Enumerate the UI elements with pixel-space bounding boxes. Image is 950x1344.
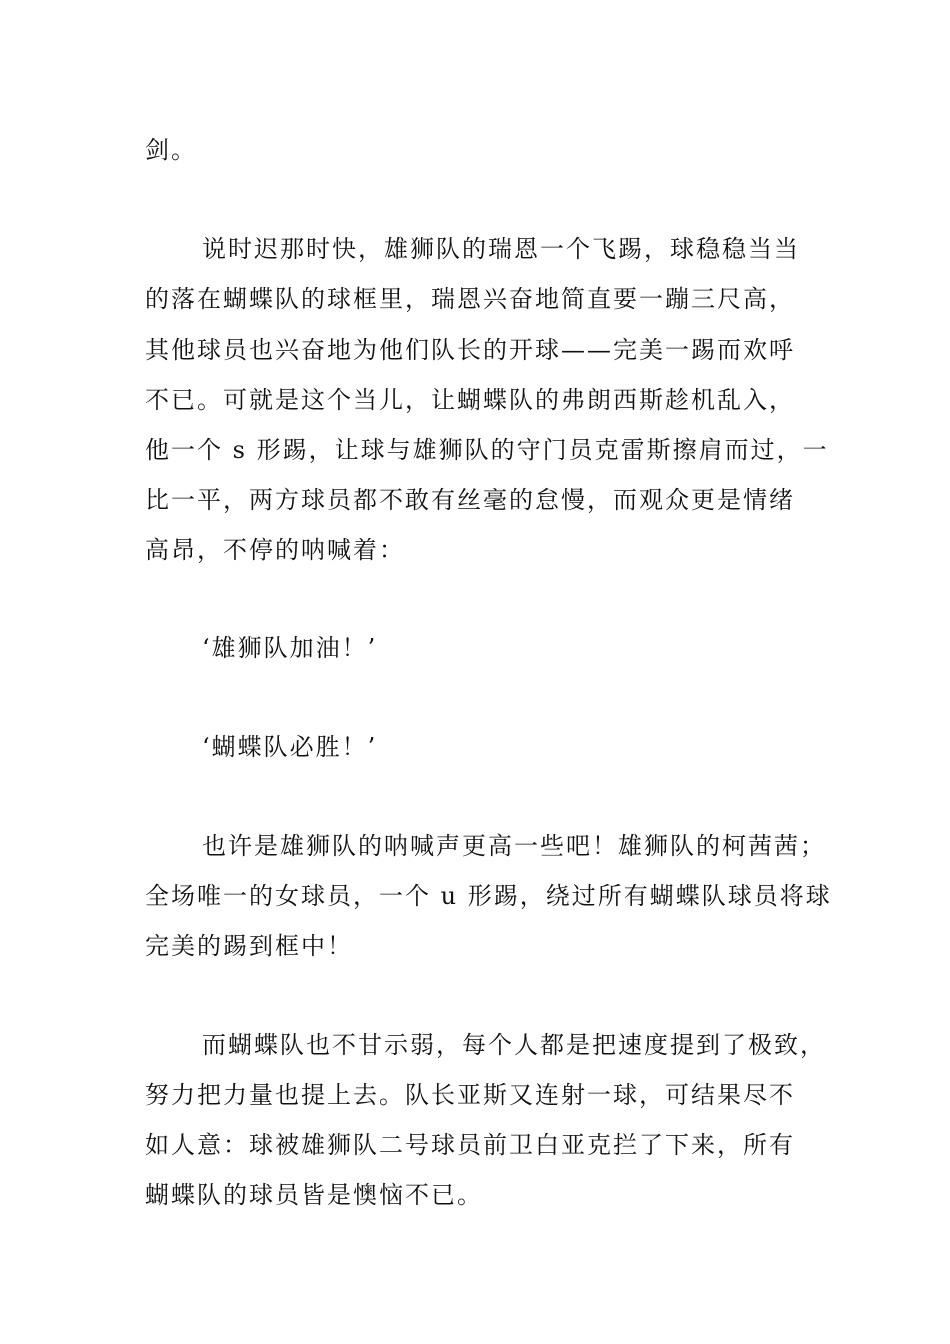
text-line: 蝴蝶队的球员皆是懊恼不已。 (145, 1181, 483, 1209)
text-line: 剑。 (145, 136, 197, 164)
quote-line: ‘雄狮队加油！’ (202, 634, 378, 662)
text-line: 如人意：球被雄狮队二号球员前卫白亚克拦了下来，所有 (145, 1131, 795, 1159)
text-line: 说时迟那时快，雄狮队的瑞恩一个飞踢，球稳稳当当 (202, 235, 800, 263)
text-line: 全场唯一的女球员，一个 u 形踢，绕过所有蝴蝶队球员将球 (145, 882, 832, 910)
text-line: 而蝴蝶队也不甘示弱，每个人都是把速度提到了极致， (202, 1031, 826, 1059)
text-line: 高昂，不停的呐喊着： (145, 536, 405, 564)
quote-line: ‘蝴蝶队必胜！’ (202, 733, 378, 761)
text-line: 的落在蝴蝶队的球框里，瑞恩兴奋地简直要一蹦三尺高， (145, 285, 795, 313)
text-line: 努力把力量也提上去。队长亚斯又连射一球，可结果尽不 (145, 1081, 795, 1109)
text-line: 比一平，两方球员都不敢有丝毫的怠慢，而观众更是情绪 (145, 486, 795, 514)
text-line: 完美的踢到框中！ (145, 932, 353, 960)
text-line: 不已。可就是这个当儿，让蝴蝶队的弗朗西斯趁机乱入， (145, 386, 795, 414)
text-line: 也许是雄狮队的呐喊声更高一些吧！雄狮队的柯茜茜； (202, 832, 826, 860)
text-line: 他一个 s 形踢，让球与雄狮队的守门员克雷斯擦肩而过，一 (145, 436, 829, 464)
text-line: 其他球员也兴奋地为他们队长的开球——完美一踢而欢呼 (145, 336, 795, 364)
